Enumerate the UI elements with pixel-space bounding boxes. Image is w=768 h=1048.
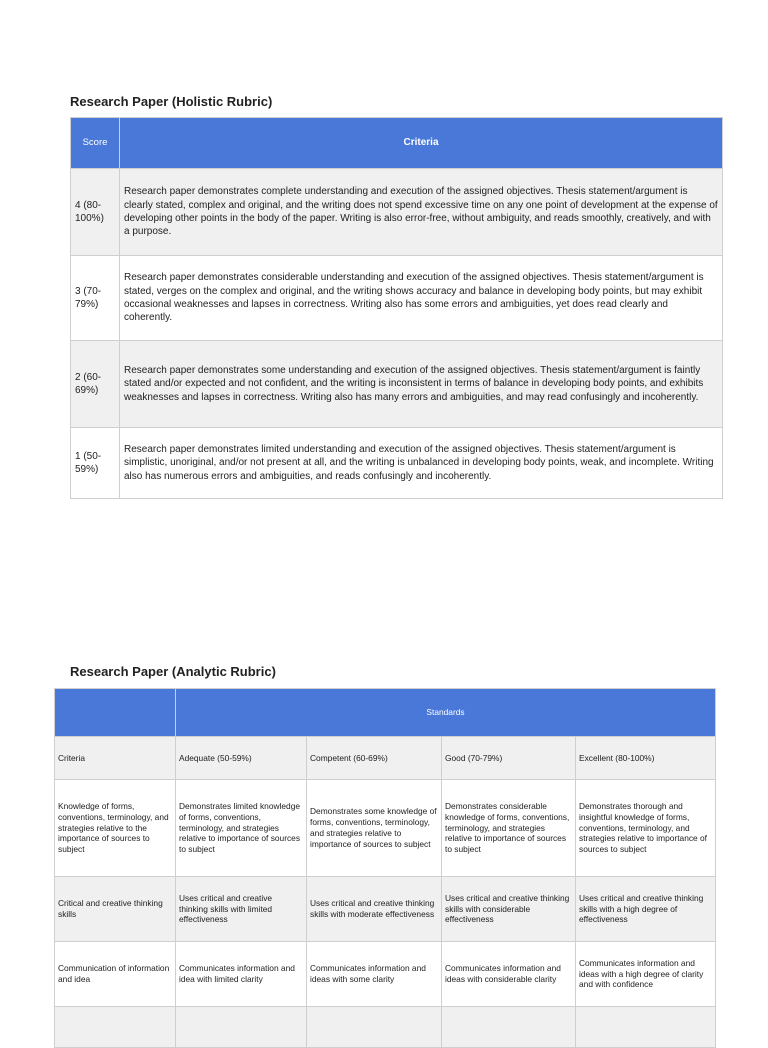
analytic-rubric-title: Research Paper (Analytic Rubric)	[70, 664, 276, 679]
excellent-cell	[576, 1007, 716, 1048]
criteria-cell: Research paper demonstrates limited understanding and execution of the assigned objectives. Thesis statement/argument is simplistic, unoriginal, and/or not present at all, and the writing is unbalanced in developing body points, weak, and incomplete. Writing also has numerous errors and ambiguities, and reads confusingly and incoherently.	[120, 428, 723, 499]
column-label-adequate: Adequate (50-59%)	[176, 737, 307, 780]
excellent-cell: Uses critical and creative thinking skills with a high degree of effectiveness	[576, 877, 716, 942]
column-label-good: Good (70-79%)	[442, 737, 576, 780]
competent-cell: Communicates information and ideas with some clarity	[307, 942, 442, 1007]
adequate-cell: Uses critical and creative thinking skills with limited effectiveness	[176, 877, 307, 942]
score-cell: 2 (60-69%)	[71, 341, 120, 428]
analytic-rubric-table	[54, 688, 716, 1048]
table-row	[55, 1007, 716, 1048]
score-cell: 4 (80-100%)	[71, 169, 120, 256]
standards-header: Standards	[176, 689, 716, 737]
competent-cell: Demonstrates some knowledge of forms, conventions, terminology, and strategies relative to importance of sources to subject	[307, 780, 442, 877]
competent-cell	[307, 1007, 442, 1048]
excellent-cell: Demonstrates thorough and insightful knowledge of forms, conventions, terminology, and strategies relative to importance of sources to subject	[576, 780, 716, 877]
competent-cell: Uses critical and creative thinking skills with moderate effectiveness	[307, 877, 442, 942]
table-row	[71, 428, 723, 499]
criteria-cell: Research paper demonstrates some understanding and execution of the assigned objectives. Thesis statement/argument is faintly stated and/or expected and not confident, and the writing is inconsistent in terms of balance in developing body points, and exhibits weaknesses and lapses in correctness. Writing also has many errors and ambiguities, and may read confusingly and incoherently.	[120, 341, 723, 428]
criteria-cell: Communication of information and idea	[55, 942, 176, 1007]
table-row	[55, 942, 716, 1007]
table-row	[55, 780, 716, 877]
holistic-header-row	[71, 118, 723, 169]
good-cell: Demonstrates considerable knowledge of forms, conventions, terminology, and strategies relative to importance of sources to subject	[442, 780, 576, 877]
criteria-cell	[55, 1007, 176, 1048]
adequate-cell: Communicates information and idea with limited clarity	[176, 942, 307, 1007]
criteria-cell: Research paper demonstrates complete understanding and execution of the assigned objectives. Thesis statement/argument is clearly stated, complex and original, and the writing does not spend excessive time on any one point of development at the expense of developing other points in the body of the paper. Writing is also error-free, without ambiguity, and reads smoothly, creatively, and with a purpose.	[120, 169, 723, 256]
table-row	[71, 169, 723, 256]
good-cell: Uses critical and creative thinking skills with considerable effectiveness	[442, 877, 576, 942]
column-label-excellent: Excellent (80-100%)	[576, 737, 716, 780]
analytic-header-row	[55, 689, 716, 737]
column-label-criteria: Criteria	[55, 737, 176, 780]
criteria-cell: Research paper demonstrates considerable understanding and execution of the assigned objectives. Thesis statement/argument is stated, verges on the complex and original, and the writing shows accuracy and balance in developing body points, but may exhibit occasional weaknesses and lapses in correctness. Writing also has some errors and ambiguities, yet does read clearly and coherently.	[120, 256, 723, 341]
table-row	[71, 256, 723, 341]
score-cell: 1 (50-59%)	[71, 428, 120, 499]
column-label-row	[55, 737, 716, 780]
good-cell	[442, 1007, 576, 1048]
table-row	[71, 341, 723, 428]
good-cell: Communicates information and ideas with considerable clarity	[442, 942, 576, 1007]
criteria-cell: Knowledge of forms, conventions, terminology, and strategies relative to the importance of sources to subject	[55, 780, 176, 877]
table-row	[55, 877, 716, 942]
score-column-header: Score	[71, 118, 120, 169]
blank-header-cell	[55, 689, 176, 737]
excellent-cell: Communicates information and ideas with a high degree of clarity and with confidence	[576, 942, 716, 1007]
criteria-cell: Critical and creative thinking skills	[55, 877, 176, 942]
holistic-rubric-title: Research Paper (Holistic Rubric)	[70, 94, 273, 109]
adequate-cell: Demonstrates limited knowledge of forms, conventions, terminology, and strategies relative to importance of sources to subject	[176, 780, 307, 877]
holistic-rubric-table	[70, 117, 723, 499]
score-cell: 3 (70-79%)	[71, 256, 120, 341]
adequate-cell	[176, 1007, 307, 1048]
column-label-competent: Competent (60-69%)	[307, 737, 442, 780]
criteria-column-header: Criteria	[120, 118, 723, 169]
